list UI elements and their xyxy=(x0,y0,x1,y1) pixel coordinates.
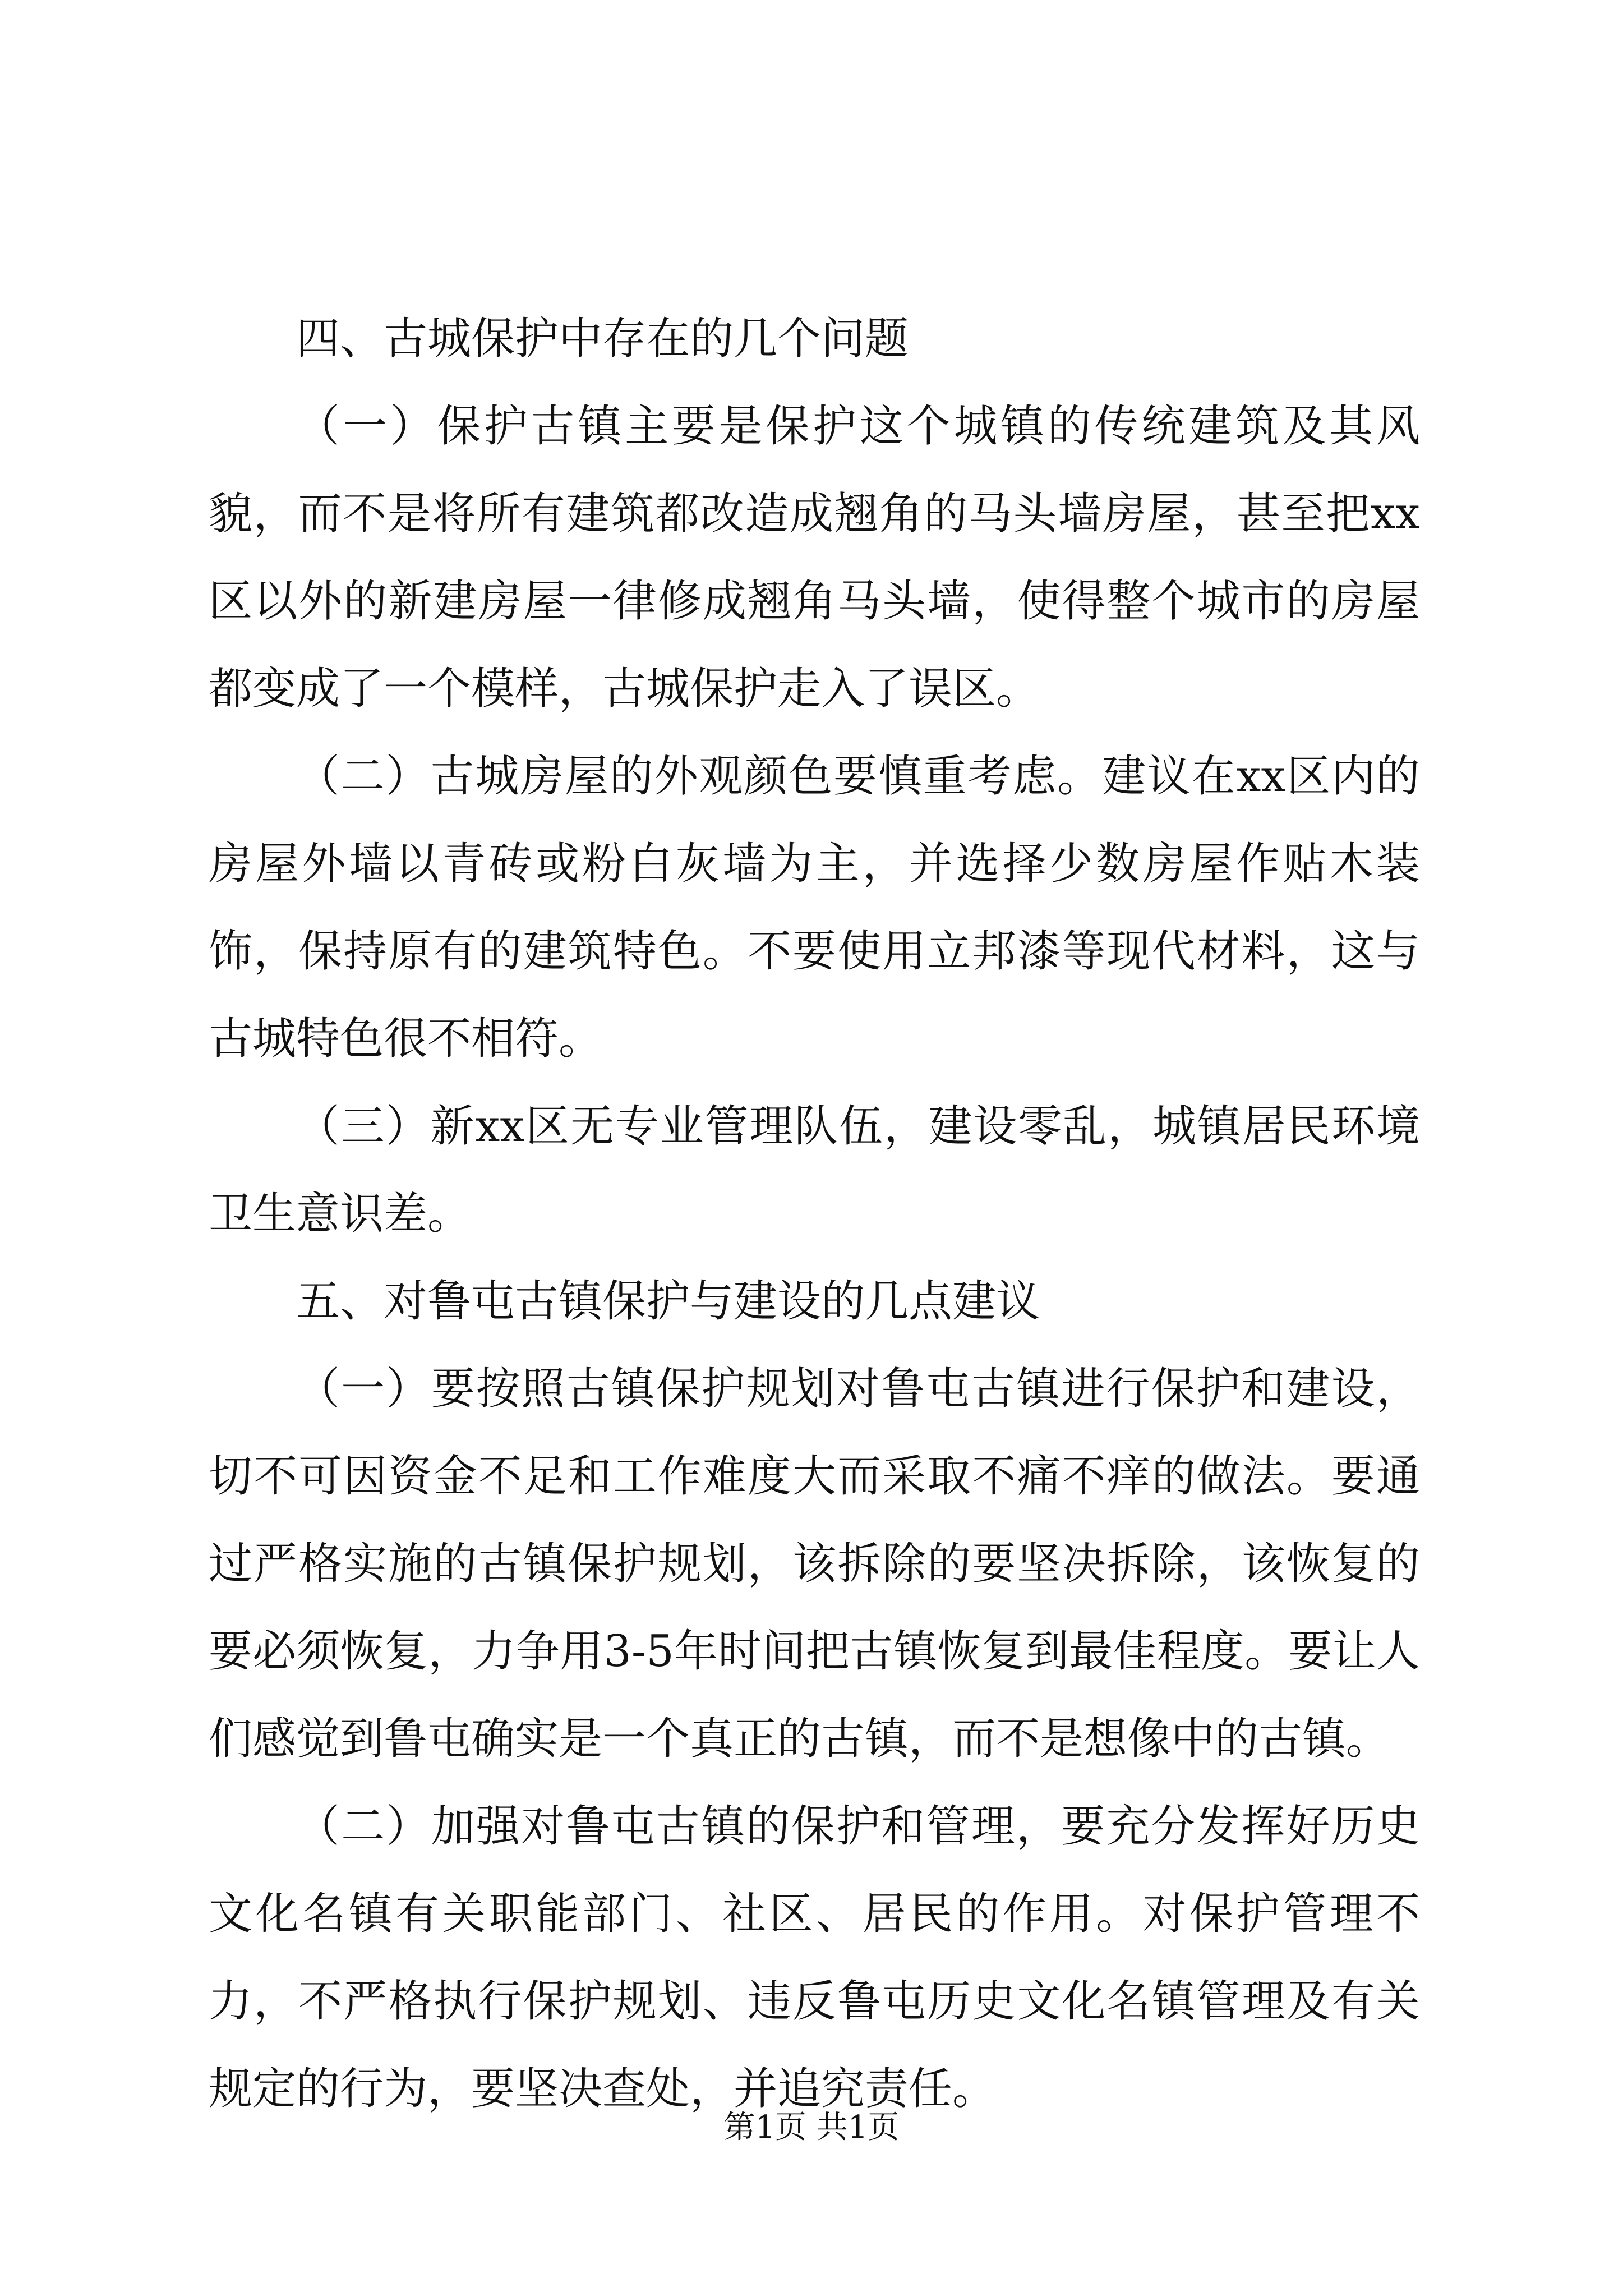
page-number-footer: 第1页 共1页 xyxy=(723,2109,900,2146)
section-four-paragraph-2: （二）古城房屋的外观颜色要慎重考虑。建议在xx区内的房屋外墙以青砖或粉白灰墙为主，并选择少数房屋作贴木装饰，保持原有的建筑特色。不要使用立邦漆等现代材料，这与古城特色很不相符。 xyxy=(209,751,1420,1064)
section-four-paragraph-3: （三）新xx区无专业管理队伍，建设零乱，城镇居民环境卫生意识差。 xyxy=(209,1101,1420,1239)
section-four-paragraph-1: （一）保护古镇主要是保护这个城镇的传统建筑及其风貌，而不是将所有建筑都改造成翘角的马头墙房屋，甚至把xx区以外的新建房屋一律修成翘角马头墙，使得整个城市的房屋都变成了一个模样，古城保护走入了误区。 xyxy=(209,401,1420,714)
section-five-paragraph-2: （二）加强对鲁屯古镇的保护和管理，要充分发挥好历史文化名镇有关职能部门、社区、居民的作用。对保护管理不力，不严格执行保护规划、违反鲁屯历史文化名镇管理及有关规定的行为，要坚决查处，并追究责任。 xyxy=(209,1801,1420,2114)
section-four-heading: 四、古城保护中存在的几个问题 xyxy=(296,314,909,364)
section-five-paragraph-1: （一）要按照古镇保护规划对鲁屯古镇进行保护和建设，切不可因资金不足和工作难度大而采取不痛不痒的做法。要通过严格实施的古镇保护规划，该拆除的要坚决拆除，该恢复的要必须恢复，力争用3-5年时间把古镇恢复到最佳程度。要让人们感觉到鲁屯确实是一个真正的古镇，而不是想像中的古镇。 xyxy=(209,1364,1420,1764)
document-body xyxy=(209,295,1420,2133)
section-five-heading: 五、对鲁屯古镇保护与建设的几点建议 xyxy=(296,1276,1040,1327)
